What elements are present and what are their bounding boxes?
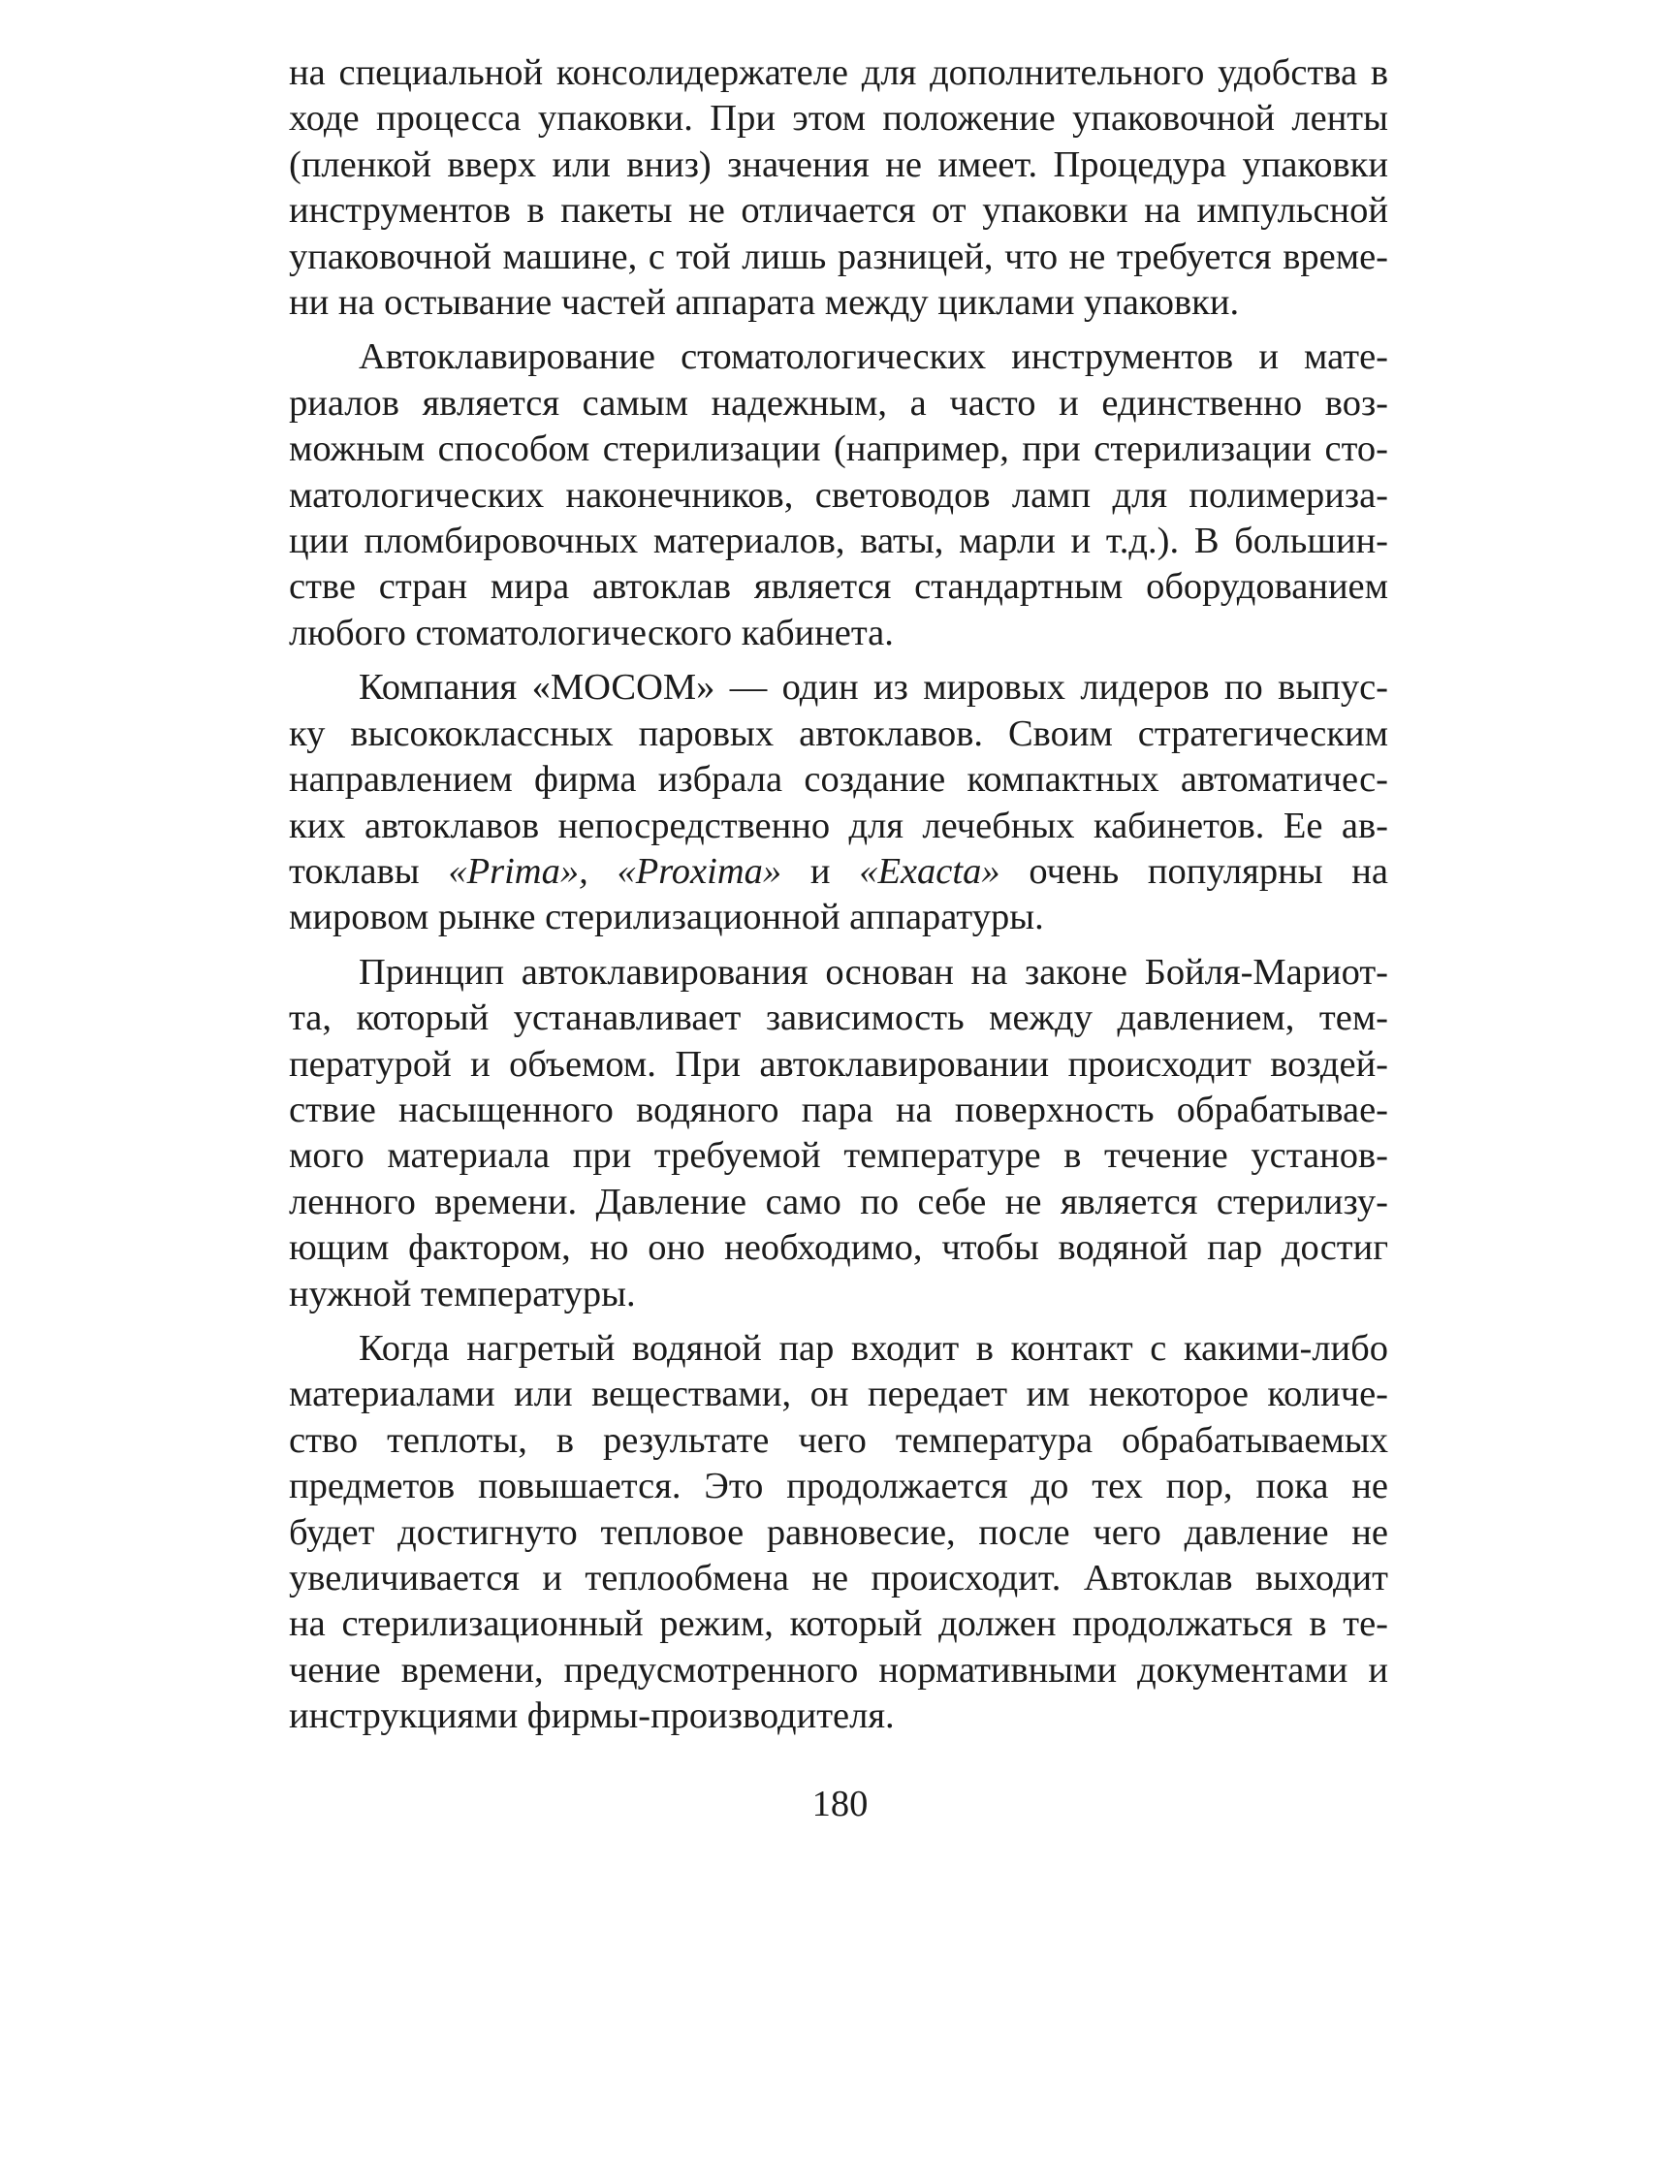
text-line: ющим фактором, но оно необходимо, чтобы водяной пар достиг bbox=[289, 1227, 1388, 1269]
page-number: 180 bbox=[811, 1784, 869, 1824]
text-line: Компания «МОСОМ» — один из мировых лидеров по выпус- bbox=[359, 667, 1388, 709]
text-line: направлением фирма избрала создание компактных автоматичес- bbox=[289, 759, 1388, 801]
text-line: на стерилизационный режим, который должен продолжаться в те- bbox=[289, 1603, 1388, 1645]
text-line: материалами или веществами, он передает им некоторое количе- bbox=[289, 1374, 1388, 1415]
text-line: на специальной консолидержателе для дополнительного удобства в bbox=[289, 52, 1388, 93]
text-line: нужной температуры. bbox=[289, 1273, 636, 1314]
text-line: риалов является самым надежным, а часто и единственно воз- bbox=[289, 382, 1388, 424]
paragraph bbox=[289, 334, 1388, 656]
text-line: мировом рынке стерилизационной аппаратуры. bbox=[289, 897, 1044, 938]
italic-product-name: «Exacta» bbox=[859, 850, 1000, 892]
text-line: та, который устанавливает зависимость между давлением, тем- bbox=[289, 997, 1388, 1039]
text-line: ни на остывание частей аппарата между циклами упаковки. bbox=[289, 282, 1240, 324]
text-line: Автоклавирование стоматологических инструментов и мате- bbox=[359, 336, 1388, 378]
text-line: будет достигнуто тепловое равновесие, после чего давление не bbox=[289, 1511, 1388, 1553]
paragraph bbox=[289, 665, 1388, 940]
paragraph bbox=[289, 950, 1388, 1317]
text-line: чение времени, предусмотренного нормативными документами и bbox=[289, 1649, 1388, 1691]
text-line: предметов повышается. Это продолжается до тех пор, пока не bbox=[289, 1466, 1388, 1507]
text-line: ции пломбировочных материалов, ваты, марли и т.д.). В большин- bbox=[289, 521, 1388, 562]
text-line: инструкциями фирмы-производителя. bbox=[289, 1695, 895, 1737]
text-line: ходе процесса упаковки. При этом положение упаковочной ленты bbox=[289, 98, 1388, 140]
text-line: пературой и объемом. При автоклавировании происходит воздей- bbox=[289, 1043, 1388, 1085]
text-line: любого стоматологического кабинета. bbox=[289, 612, 894, 653]
body-text bbox=[289, 50, 1388, 1749]
text-line: ких автоклавов непосредственно для лечебных кабинетов. Ее ав- bbox=[289, 805, 1388, 846]
paragraph bbox=[289, 50, 1388, 326]
text-line: токлавы «Prima», «Proxima» и «Exacta» очень популярны на bbox=[289, 850, 1388, 892]
text-line: ленного времени. Давление само по себе не является стерилизу- bbox=[289, 1181, 1388, 1222]
text-line: можным способом стерилизации (например, при стерилизации сто- bbox=[289, 428, 1388, 470]
text-line: упаковочной машине, с той лишь разницей, что не требуется време- bbox=[289, 236, 1388, 277]
text-line: Принцип автоклавирования основан на законе Бойля-Мариот- bbox=[359, 951, 1388, 993]
text-line: стве стран мира автоклав является стандартным оборудованием bbox=[289, 566, 1388, 608]
italic-product-name: «Prima», «Proxima» bbox=[448, 850, 782, 892]
text-line: ку высококлассных паровых автоклавов. Своим стратегическим bbox=[289, 712, 1388, 754]
text-line: Когда нагретый водяной пар входит в контакт с какими-либо bbox=[359, 1327, 1388, 1369]
paragraph bbox=[289, 1326, 1388, 1740]
text-line: ствие насыщенного водяного пара на поверхность обрабатывае- bbox=[289, 1089, 1388, 1130]
text-line: (пленкой вверх или вниз) значения не имеет. Процедура упаковки bbox=[289, 143, 1388, 185]
text-line: ство теплоты, в результате чего температура обрабатываемых bbox=[289, 1419, 1388, 1461]
text-line: мого материала при требуемой температуре в течение установ- bbox=[289, 1135, 1388, 1177]
text-line: увеличивается и теплообмена не происходит. Автоклав выходит bbox=[289, 1558, 1388, 1598]
text-line: инструментов в пакеты не отличается от упаковки на импульсной bbox=[289, 190, 1388, 232]
text-line: матологических наконечников, световодов ламп для полимериза- bbox=[289, 474, 1388, 516]
